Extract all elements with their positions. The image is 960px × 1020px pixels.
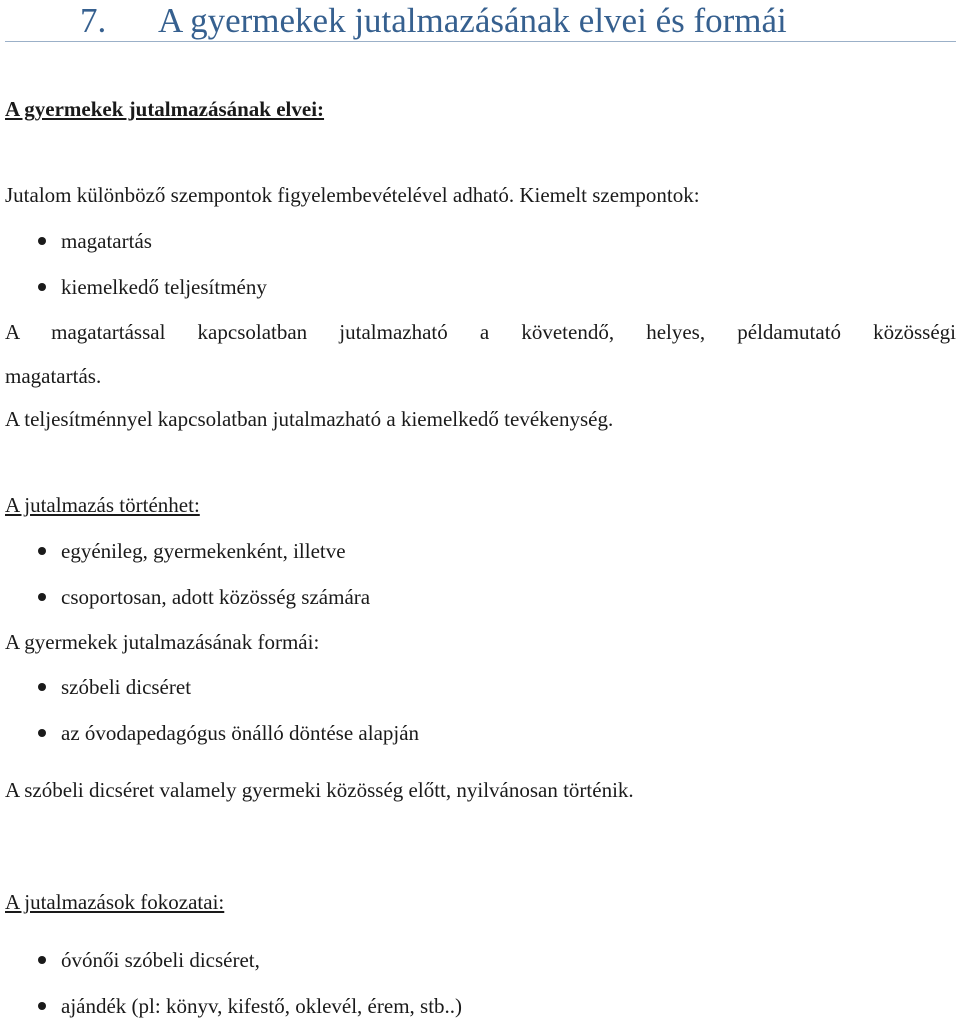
chapter-title: A gyermekek jutalmazásának elvei és formái (158, 1, 787, 40)
bullet-icon (38, 729, 46, 737)
chapter-number: 7. (80, 1, 107, 40)
section1-heading: A gyermekek jutalmazásának elvei: (5, 97, 325, 121)
section3-heading: A jutalmazások fokozatai: (5, 890, 225, 914)
paragraph: A szóbeli dicséret valamely gyermeki közösség előtt, nyilvánosan történik. (5, 778, 634, 802)
paragraph-continuation: magatartás. (5, 364, 102, 388)
bullet-icon (38, 593, 46, 601)
paragraph: A teljesítménnyel kapcsolatban jutalmazható a kiemelkedő tevékenység. (5, 407, 614, 431)
bullet-icon (38, 1002, 46, 1010)
bullet-icon (38, 956, 46, 964)
forms-heading: A gyermekek jutalmazásának formái: (5, 630, 320, 654)
paragraph: A magatartással kapcsolatban jutalmazható a követendő, helyes, példamutató közösségi (5, 320, 956, 344)
bullet-icon (38, 283, 46, 291)
bullet-icon (38, 547, 46, 555)
bullet-icon (38, 237, 46, 245)
section2-heading: A jutalmazás történhet: (5, 493, 200, 517)
title-rule (5, 41, 956, 42)
page-title (80, 0, 787, 42)
section1-intro: Jutalom különböző szempontok figyelembevételével adható. Kiemelt szempontok: (5, 183, 700, 207)
bullet-icon (38, 683, 46, 691)
